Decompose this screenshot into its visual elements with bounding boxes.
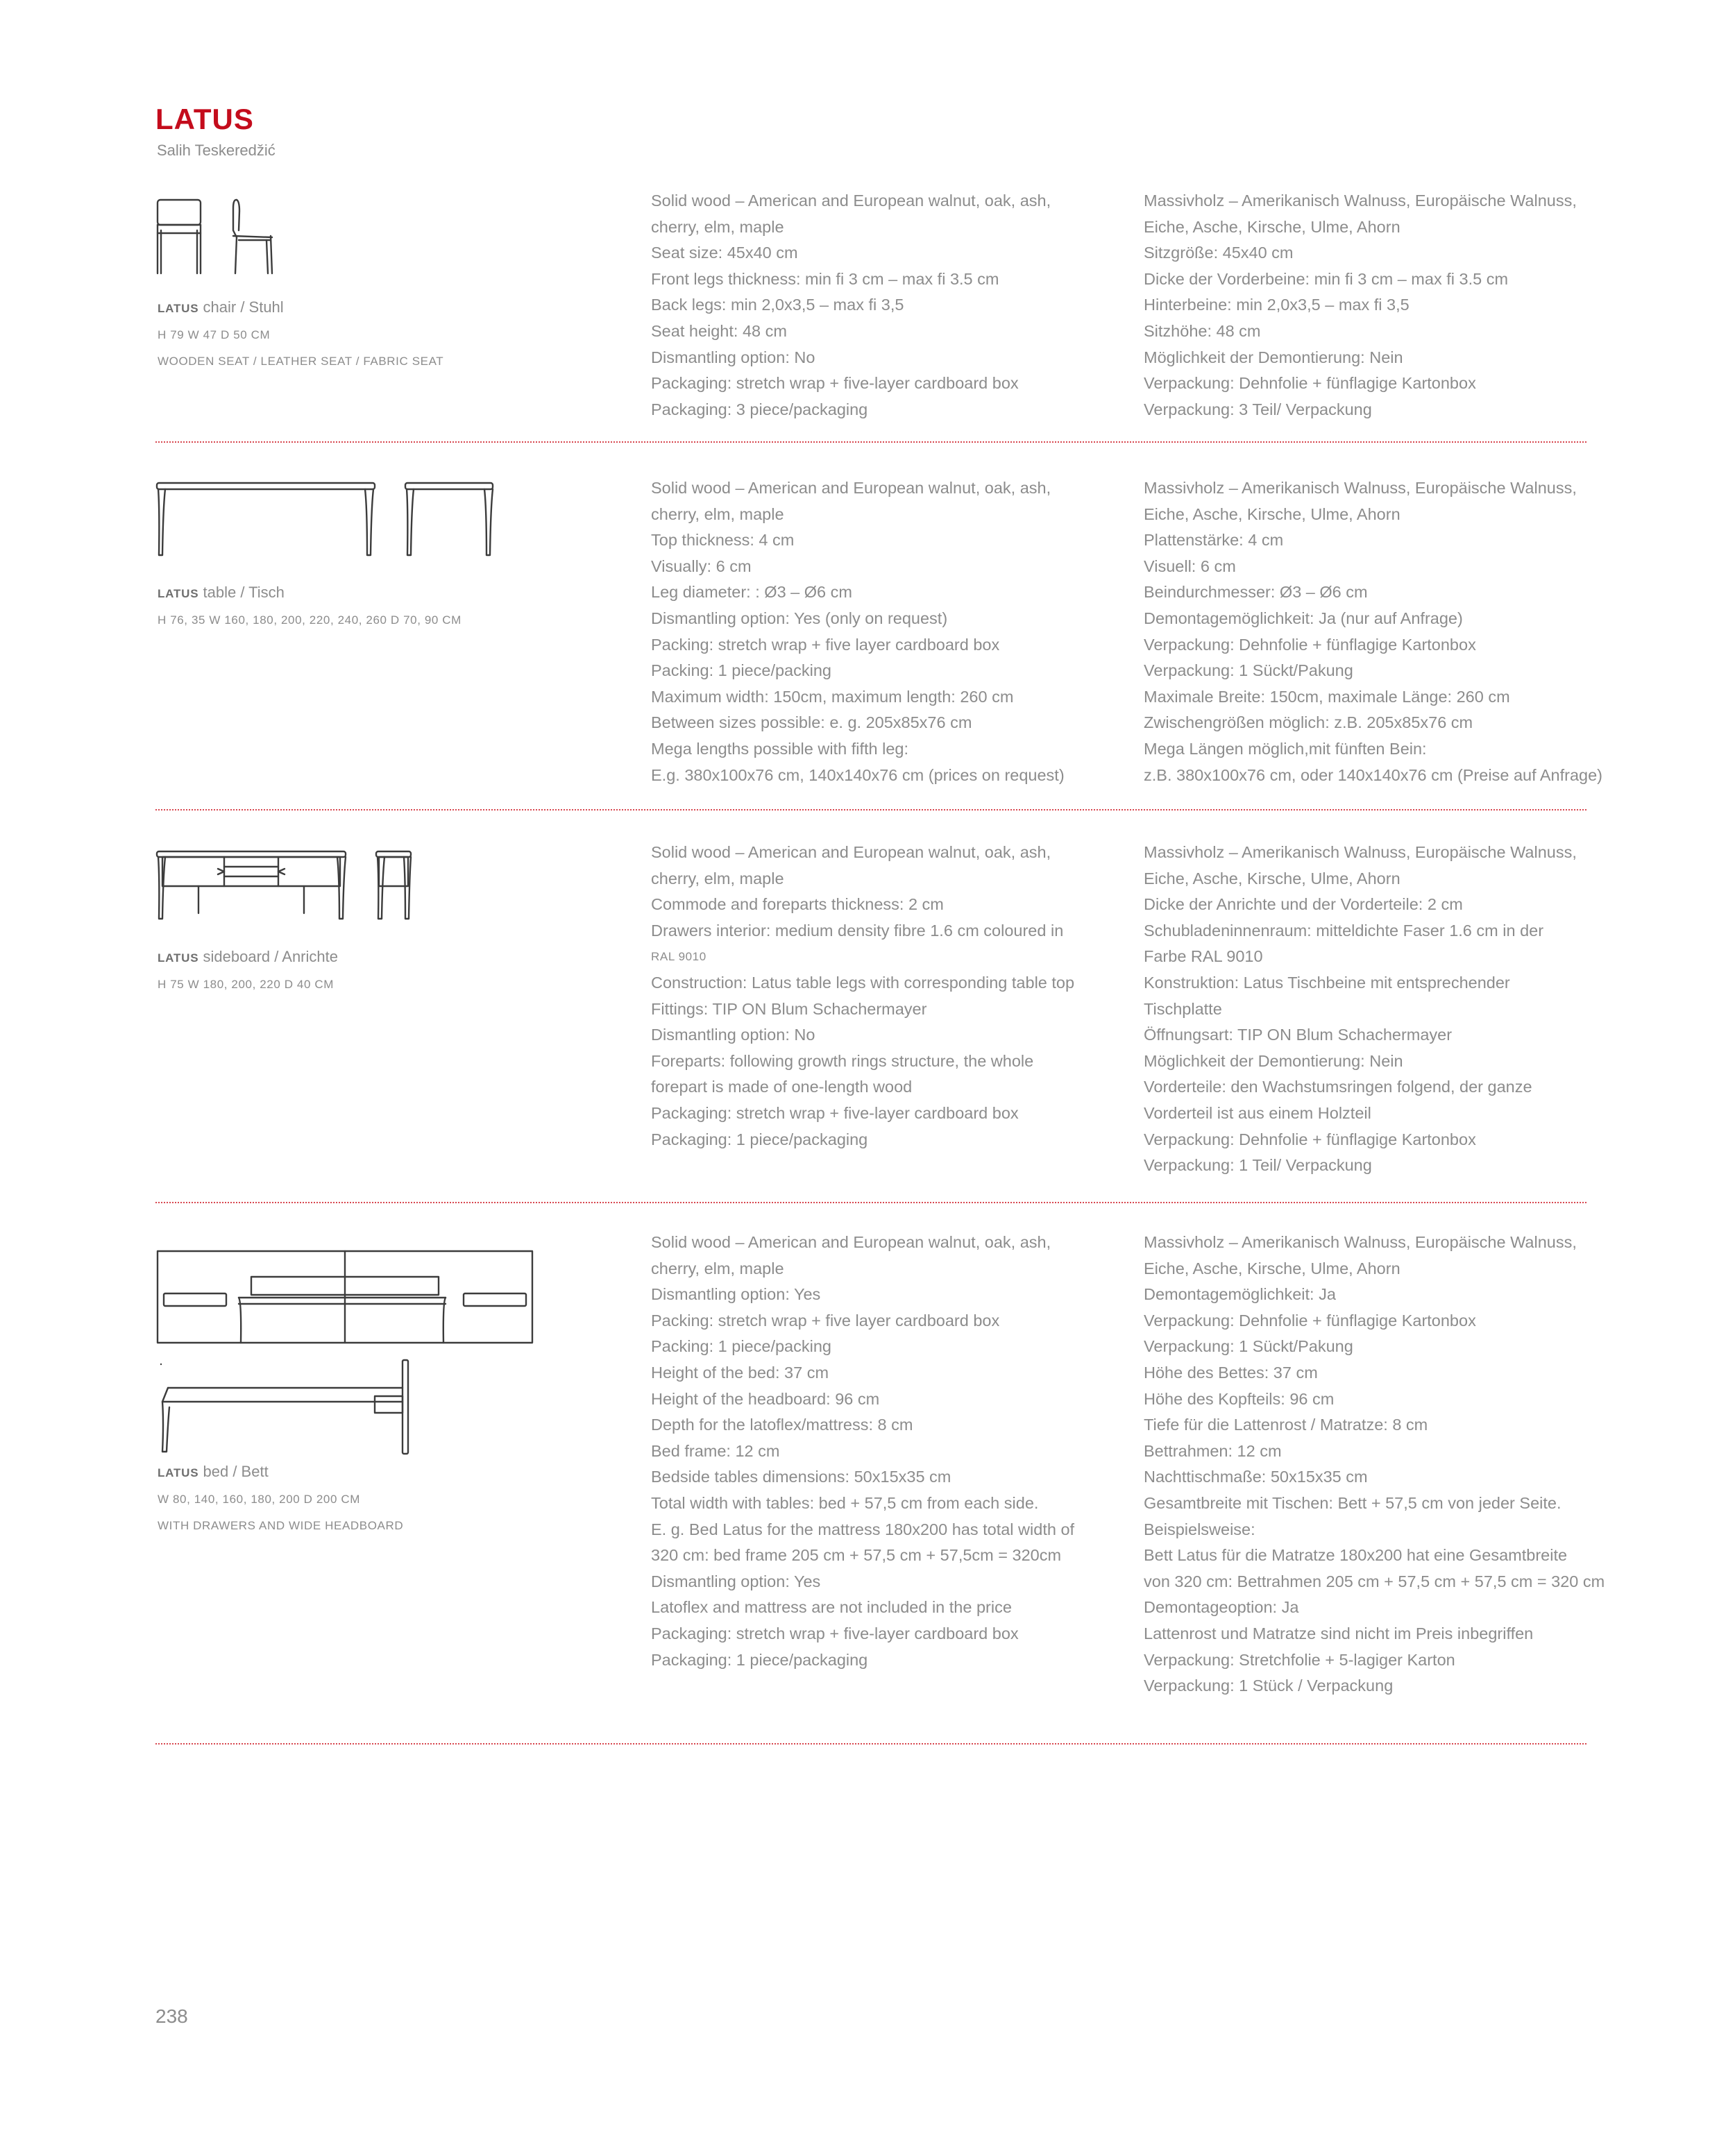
caption-note: WITH DRAWERS AND WIDE HEADBOARD: [158, 1519, 404, 1532]
spec-line: Sitzhöhe: 48 cm: [1144, 321, 1261, 340]
chair-spec-german: [1144, 188, 1602, 423]
spec-line: Eiche, Asche, Kirsche, Ulme, Ahorn: [1144, 1259, 1400, 1278]
spec-line: Eiche, Asche, Kirsche, Ulme, Ahorn: [1144, 869, 1400, 888]
spec-line: Massivholz – Amerikanisch Walnuss, Europäische Walnuss,: [1144, 192, 1577, 210]
caption-product-name: chair / Stuhl: [198, 298, 284, 316]
spec-line: Fittings: TIP ON Blum Schachermayer: [651, 999, 927, 1018]
spec-line: Packing: stretch wrap + five layer cardboard box: [651, 635, 1000, 654]
spec-line: Bedside tables dimensions: 50x15x35 cm: [651, 1468, 951, 1486]
spec-line: Leg diameter: : Ø3 – Ø6 cm: [651, 583, 852, 602]
spec-line: Packaging: stretch wrap + five-layer cardboard box: [651, 1103, 1019, 1122]
spec-line: Massivholz – Amerikanisch Walnuss, Europäische Walnuss,: [1144, 843, 1577, 861]
spec-line: Hinterbeine: min 2,0x3,5 – max fi 3,5: [1144, 296, 1410, 314]
spec-line: Demontageoption: Ja: [1144, 1598, 1299, 1617]
spec-line: E. g. Bed Latus for the mattress 180x200 has total width of: [651, 1520, 1075, 1538]
caption-dimensions: H 76, 35 W 160, 180, 200, 220, 240, 260 D 70, 90 CM: [158, 613, 462, 627]
caption-product-name: table / Tisch: [198, 584, 285, 601]
spec-line: Eiche, Asche, Kirsche, Ulme, Ahorn: [1144, 217, 1400, 236]
sideboard-spec-english: [651, 840, 1123, 1153]
section-divider: [155, 441, 1586, 443]
section-divider: [155, 1743, 1586, 1745]
spec-line: Visually: 6 cm: [651, 557, 752, 575]
spec-line: Tischplatte: [1144, 999, 1222, 1018]
spec-line: von 320 cm: Bettrahmen 205 cm + 57,5 cm + 57,5 cm = 320 cm: [1144, 1572, 1605, 1590]
spec-line: Dismantling option: Yes (only on request): [651, 609, 948, 627]
spec-line: Packing: 1 piece/packing: [651, 661, 831, 680]
section-divider: [155, 1202, 1586, 1203]
spec-line: Height of the headboard: 96 cm: [651, 1389, 880, 1408]
spec-line: Zwischengrößen möglich: z.B. 205x85x76 cm: [1144, 713, 1473, 732]
spec-line: cherry, elm, maple: [651, 869, 784, 888]
page-number: 238: [155, 2005, 188, 2027]
caption-brand: LATUS: [158, 1466, 199, 1479]
spec-line: E.g. 380x100x76 cm, 140x140x76 cm (prices on request): [651, 765, 1065, 784]
caption-brand: LATUS: [158, 302, 199, 315]
chair-drawing: [155, 196, 294, 279]
designer-name: Salih Teskeredžić: [157, 142, 276, 159]
spec-line: Seat size: 45x40 cm: [651, 244, 798, 262]
spec-line: 320 cm: bed frame 205 cm + 57,5 cm + 57,5cm = 320cm: [651, 1546, 1062, 1565]
bed-caption: [158, 1459, 403, 1539]
bed-spec-german: [1144, 1230, 1605, 1699]
spec-line: Packaging: 1 piece/packaging: [651, 1650, 868, 1669]
spec-line: Total width with tables: bed + 57,5 cm from each side.: [651, 1493, 1039, 1512]
spec-line: Höhe des Bettes: 37 cm: [1144, 1363, 1318, 1382]
spec-line: Solid wood – American and European walnut, oak, ash,: [651, 479, 1051, 497]
spec-line: cherry, elm, maple: [651, 504, 784, 523]
spec-line: Construction: Latus table legs with corresponding table top: [651, 973, 1075, 992]
spec-line: Möglichkeit der Demontierung: Nein: [1144, 348, 1403, 366]
spec-line: Top thickness: 4 cm: [651, 531, 795, 550]
spec-line: Dicke der Anrichte und der Vorderteile: 2 cm: [1144, 895, 1463, 914]
spec-line: Plattenstärke: 4 cm: [1144, 531, 1284, 550]
bed-drawing: [155, 1249, 544, 1457]
spec-line: Packaging: stretch wrap + five-layer cardboard box: [651, 1624, 1019, 1643]
section-divider: [155, 809, 1586, 810]
spec-line: Nachttischmaße: 50x15x35 cm: [1144, 1468, 1368, 1486]
spec-line: Dismantling option: Yes: [651, 1572, 821, 1590]
spec-line: Verpackung: 1 Sückt/Pakung: [1144, 1337, 1353, 1356]
spec-line: Vorderteil ist aus einem Holzteil: [1144, 1103, 1371, 1122]
spec-line: Dismantling option: No: [651, 348, 815, 366]
table-drawing: [155, 480, 502, 558]
spec-line: Height of the bed: 37 cm: [651, 1363, 829, 1382]
spec-line: cherry, elm, maple: [651, 217, 784, 236]
spec-line: Packaging: 3 piece/packaging: [651, 400, 868, 418]
caption-brand: LATUS: [158, 951, 199, 965]
spec-line: Solid wood – American and European walnut, oak, ash,: [651, 1233, 1051, 1251]
spec-line: Möglichkeit der Demontierung: Nein: [1144, 1051, 1403, 1070]
spec-line: Drawers interior: medium density fibre 1.6 cm coloured in: [651, 921, 1064, 940]
spec-line: Verpackung: 3 Teil/ Verpackung: [1144, 400, 1372, 418]
caption-dimensions: W 80, 140, 160, 180, 200 D 200 CM: [158, 1493, 360, 1506]
spec-line: Lattenrost und Matratze sind nicht im Preis inbegriffen: [1144, 1624, 1534, 1643]
spec-line: cherry, elm, maple: [651, 1259, 784, 1278]
spec-line: z.B. 380x100x76 cm, oder 140x140x76 cm (Preise auf Anfrage): [1144, 765, 1602, 784]
table-spec-german: [1144, 475, 1602, 788]
spec-line: Visuell: 6 cm: [1144, 557, 1236, 575]
spec-line: Massivholz – Amerikanisch Walnuss, Europäische Walnuss,: [1144, 1233, 1577, 1251]
spec-line: Verpackung: Dehnfolie + fünflagige Kartonbox: [1144, 635, 1476, 654]
spec-line: Dismantling option: Yes: [651, 1285, 821, 1304]
spec-line: Verpackung: 1 Sückt/Pakung: [1144, 661, 1353, 680]
spec-line: Verpackung: Stretchfolie + 5-lagiger Karton: [1144, 1650, 1455, 1669]
table-spec-english: [651, 475, 1123, 788]
spec-line: Verpackung: Dehnfolie + fünflagige Kartonbox: [1144, 1130, 1476, 1148]
spec-line: Demontagemöglichkeit: Ja: [1144, 1285, 1336, 1304]
caption-note: WOODEN SEAT / LEATHER SEAT / FABRIC SEAT: [158, 355, 444, 368]
spec-line: Back legs: min 2,0x3,5 – max fi 3,5: [651, 296, 904, 314]
spec-line: Verpackung: 1 Stück / Verpackung: [1144, 1677, 1394, 1695]
spec-line: Mega lengths possible with fifth leg:: [651, 739, 908, 758]
spec-line: Dismantling option: No: [651, 1026, 815, 1044]
spec-line: Eiche, Asche, Kirsche, Ulme, Ahorn: [1144, 504, 1400, 523]
sideboard-spec-german: [1144, 840, 1602, 1179]
caption-brand: LATUS: [158, 587, 199, 600]
spec-line: Beindurchmesser: Ø3 – Ø6 cm: [1144, 583, 1368, 602]
spec-line: Maximum width: 150cm, maximum length: 260 cm: [651, 687, 1014, 706]
spec-line: Depth for the latoflex/mattress: 8 cm: [651, 1416, 913, 1434]
spec-line: Solid wood – American and European walnut, oak, ash,: [651, 192, 1051, 210]
spec-line: Foreparts: following growth rings structure, the whole: [651, 1051, 1034, 1070]
table-caption: [158, 579, 462, 634]
spec-line: Beispielsweise:: [1144, 1520, 1255, 1538]
spec-line: Gesamtbreite mit Tischen: Bett + 57,5 cm von jeder Seite.: [1144, 1493, 1562, 1512]
spec-line: Packing: stretch wrap + five layer cardboard box: [651, 1311, 1000, 1330]
caption-dimensions: H 79 W 47 D 50 CM: [158, 328, 271, 341]
spec-line: Bed frame: 12 cm: [651, 1441, 780, 1460]
spec-line: Bett Latus für die Matratze 180x200 hat eine Gesamtbreite: [1144, 1546, 1568, 1565]
spec-line: Between sizes possible: e. g. 205x85x76 cm: [651, 713, 972, 732]
spec-line: Front legs thickness: min fi 3 cm – max fi 3.5 cm: [651, 269, 999, 288]
spec-line: Commode and foreparts thickness: 2 cm: [651, 895, 944, 914]
sideboard-caption: [158, 944, 338, 998]
spec-line: Packing: 1 piece/packing: [651, 1337, 831, 1356]
spec-line: Solid wood – American and European walnut, oak, ash,: [651, 843, 1051, 861]
spec-line: Konstruktion: Latus Tischbeine mit entsprechender: [1144, 973, 1510, 992]
spec-line: Tiefe für die Lattenrost / Matratze: 8 cm: [1144, 1416, 1428, 1434]
spec-line: Maximale Breite: 150cm, maximale Länge: 260 cm: [1144, 687, 1510, 706]
caption-dimensions: H 75 W 180, 200, 220 D 40 CM: [158, 978, 334, 991]
spec-line: Höhe des Kopfteils: 96 cm: [1144, 1389, 1335, 1408]
spec-line: Demontagemöglichkeit: Ja (nur auf Anfrage): [1144, 609, 1463, 627]
spec-line: Bettrahmen: 12 cm: [1144, 1441, 1282, 1460]
spec-line: RAL 9010: [651, 950, 706, 964]
spec-line: Latoflex and mattress are not included in the price: [651, 1598, 1012, 1617]
chair-caption: [158, 294, 443, 375]
spec-line: Öffnungsart: TIP ON Blum Schachermayer: [1144, 1026, 1453, 1044]
spec-line: Dicke der Vorderbeine: min fi 3 cm – max fi 3.5 cm: [1144, 269, 1509, 288]
spec-line: Sitzgröße: 45x40 cm: [1144, 244, 1294, 262]
bed-spec-english: [651, 1230, 1123, 1673]
spec-line: Verpackung: Dehnfolie + fünflagige Kartonbox: [1144, 1311, 1476, 1330]
spec-line: forepart is made of one-length wood: [651, 1078, 913, 1096]
sideboard-drawing: [155, 849, 433, 924]
spec-line: Mega Längen möglich,mit fünften Bein:: [1144, 739, 1427, 758]
spec-line: Verpackung: 1 Teil/ Verpackung: [1144, 1156, 1372, 1175]
spec-line: Massivholz – Amerikanisch Walnuss, Europäische Walnuss,: [1144, 479, 1577, 497]
spec-line: Packaging: stretch wrap + five-layer cardboard box: [651, 374, 1019, 393]
spec-line: Vorderteile: den Wachstumsringen folgend, der ganze: [1144, 1078, 1532, 1096]
spec-line: Farbe RAL 9010: [1144, 947, 1263, 966]
spec-line: Seat height: 48 cm: [651, 321, 787, 340]
page-title: LATUS: [155, 103, 254, 135]
caption-product-name: bed / Bett: [198, 1463, 269, 1480]
spec-line: Packaging: 1 piece/packaging: [651, 1130, 868, 1148]
spec-line: Schubladeninnenraum: mitteldichte Faser 1.6 cm in der: [1144, 921, 1544, 940]
caption-product-name: sideboard / Anrichte: [198, 948, 338, 965]
spec-line: Verpackung: Dehnfolie + fünflagige Kartonbox: [1144, 374, 1476, 393]
chair-spec-english: [651, 188, 1123, 423]
